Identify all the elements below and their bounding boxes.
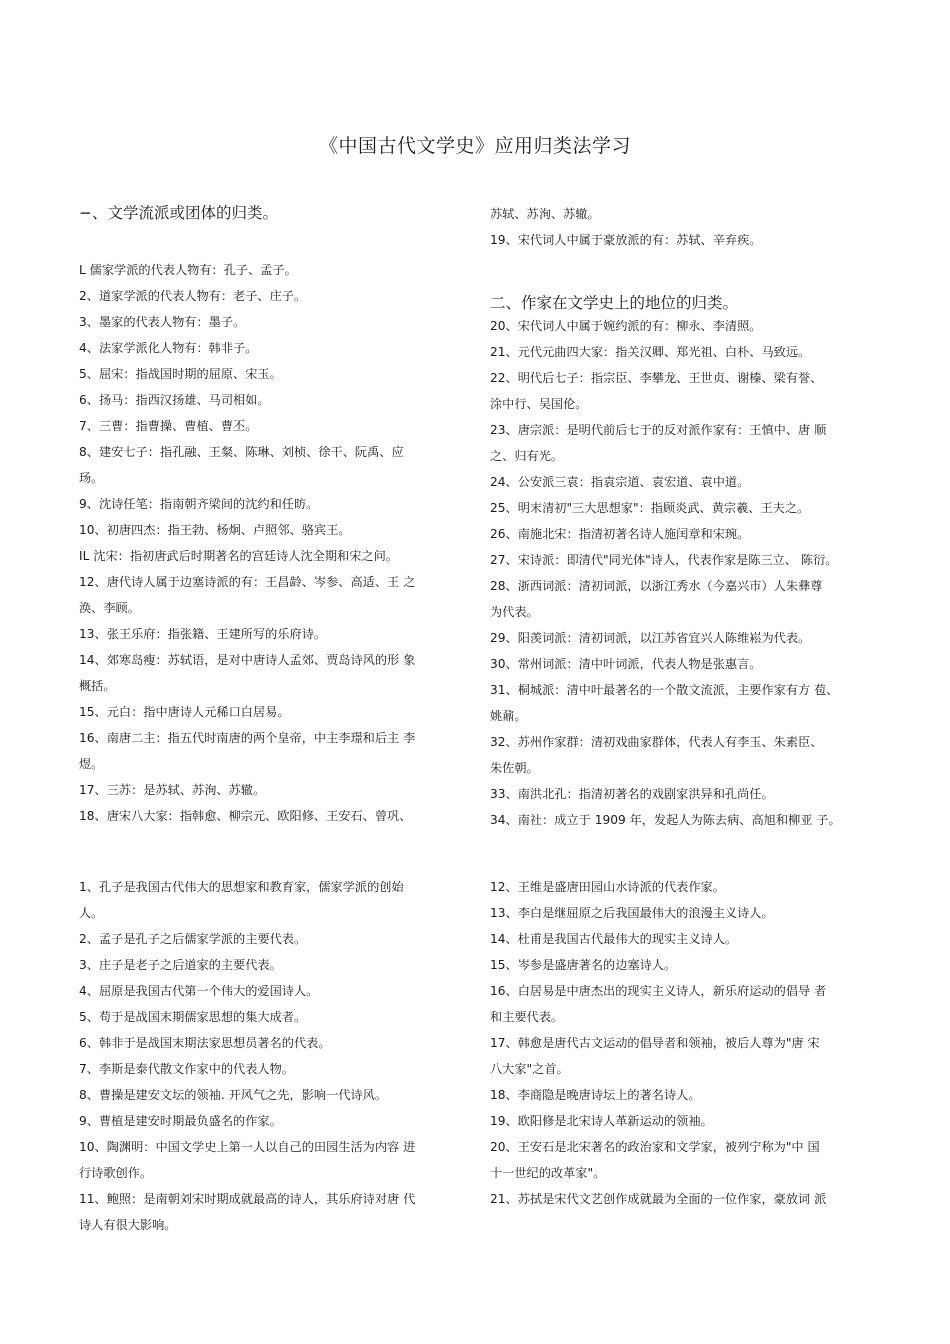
list-item: 19、宋代词人中属于豪放派的有：苏轼、辛弃疾。 (490, 233, 762, 247)
list-item: 12、唐代诗人属于边塞诗派的有：王昌龄、岑参、高适、王 之 (79, 575, 416, 589)
section-2-column (490, 313, 875, 833)
list-item: 8、曹操是建安文坛的领袖. 开风气之先，影响一代诗风。 (79, 1088, 388, 1102)
list-item: 3、庄子是老子之后道家的主要代表。 (79, 958, 282, 972)
list-item: 17、韩愈是唐代古文运动的倡导者和领袖，被后人尊为"唐 宋 (490, 1036, 820, 1050)
bottom-left-column (79, 874, 464, 1238)
list-item: 6、扬马：指西汉扬雄、马司相如。 (79, 393, 270, 407)
list-item: 和主要代表。 (490, 1010, 564, 1024)
list-item: IL 沈宋：指初唐武后时期著名的宫廷诗人沈全期和宋之问。 (79, 549, 398, 563)
list-item: 6、韩非于是战国末期法家思想员著名的代表。 (79, 1036, 331, 1050)
list-item: 13、李白是继屈原之后我国最伟大的浪漫主义诗人。 (490, 906, 774, 920)
list-item: 19、欧阳修是北宋诗人革新运动的领袖。 (490, 1114, 713, 1128)
list-item: L 儒家学派的代表人物有：孔子、孟子。 (79, 263, 297, 277)
list-item: 7、李斯是泰代散文作家中的代表人物。 (79, 1062, 294, 1076)
list-item: 12、王维是盛唐田园山水诗派的代表作家。 (490, 880, 725, 894)
list-item: 5、屈宋：指战国时期的屈原、宋玉。 (79, 367, 282, 381)
list-item: 24、公安派三袁：指袁宗道、袁宏道、袁中道。 (490, 475, 750, 489)
list-item: 2、道家学派的代表人物有：老子、庄子。 (79, 289, 307, 303)
list-item: 朱佐朝。 (490, 761, 539, 775)
list-item: 9、沈诗任笔：指南朝齐梁间的沈约和任昉。 (79, 497, 319, 511)
list-item: 22、明代后七子：指宗臣、李攀龙、王世贞、谢榛、梁有誉、 (490, 371, 823, 385)
page-title: 《中国古代文学史》应用归类法学习 (318, 135, 631, 157)
list-item: 3、墨家的代表人物有：墨子。 (79, 315, 246, 329)
list-item: 2、孟子是孔子之后儒家学派的主要代表。 (79, 932, 307, 946)
list-item: 1、孔子是我国古代伟大的思想家和教育家，儒家学派的创始 (79, 880, 404, 894)
list-item: 人。 (79, 906, 104, 920)
list-item: 34、南社：成立于 1909 年，发起人为陈去病、高旭和柳亚 子。 (490, 813, 841, 827)
section-1-right-column (490, 201, 875, 253)
list-item: 20、宋代词人中属于婉约派的有：柳永、李清照。 (490, 319, 762, 333)
list-item: 9、曹植是建安时期最负盛名的作家。 (79, 1114, 282, 1128)
list-item: 21、元代元曲四大家：指关汉卿、郑光祖、白朴、马致远。 (490, 345, 811, 359)
list-item: 16、白居易是中唐杰出的现实主义诗人，新乐府运动的倡导 者 (490, 984, 827, 998)
list-item: 17、三苏：是苏轼、苏洵、苏辙。 (79, 783, 266, 797)
list-item: 10、初唐四杰：指王勃、杨炯、卢照邻、骆宾王。 (79, 523, 351, 537)
list-item: 18、李商隐是晚唐诗坛上的著名诗人。 (490, 1088, 701, 1102)
list-item: 32、苏州作家群：清初戏曲家群体，代表人有李玉、朱素臣、 (490, 735, 823, 749)
list-item: 八大家"之首。 (490, 1062, 569, 1076)
list-item: 涂中行、吴国伦。 (490, 397, 588, 411)
list-item: 7、三曹：指曹操、曹植、曹丕。 (79, 419, 258, 433)
list-item: 25、明末清初"三大思想家"：指顾炎武、黄宗羲、王夫之。 (490, 501, 810, 515)
list-item: 20、王安石是北宋著名的政治家和文学家，被列宁称为"中 国 (490, 1140, 820, 1154)
list-item: 诗人有很大影响。 (79, 1218, 177, 1232)
list-item: 为代表。 (490, 605, 539, 619)
list-item: 27、宋诗派：即清代"同光体"诗人，代表作家是陈三立、 陈衍。 (490, 553, 838, 567)
list-item: 31、桐城派：清中叶最著名的一个散文流派，主要作家有方 苞、 (490, 683, 839, 697)
section-1-heading: −、文学流派或团体的归类。 (79, 204, 278, 222)
bottom-right-column (490, 874, 875, 1212)
list-item: 涣、李顾。 (79, 601, 140, 615)
list-item: 行诗歌创作。 (79, 1166, 153, 1180)
list-item: 29、阳羡词派：清初词派，以江苏省宜兴人陈维崧为代表。 (490, 631, 811, 645)
list-item: 21、苏拭是宋代文艺创作成就最为全面的一位作家，豪放词 派 (490, 1192, 827, 1206)
list-item: 煜。 (79, 757, 104, 771)
list-item: 玚。 (79, 471, 104, 485)
list-item: 4、法家学派化人物有：韩非子。 (79, 341, 258, 355)
list-item: 26、南施北宋：指清初著名诗人施闰章和宋琬。 (490, 527, 750, 541)
list-item: 28、浙西词派：清初词派，以浙江秀水（今嘉兴市）人朱彝尊 (490, 579, 823, 593)
list-item: 之、归有光。 (490, 449, 564, 463)
list-item: 11、鲍照：是南朝刘宋时期成就最高的诗人，其乐府诗对唐 代 (79, 1192, 416, 1206)
list-item: 23、唐宗派：是明代前后七于的反对派作家有：王慎中、唐 顺 (490, 423, 827, 437)
list-item: 14、杜甫是我国古代最伟大的现实主义诗人。 (490, 932, 738, 946)
list-item: 8、建安七子：指孔融、王粲、陈琳、刘桢、徐干、阮禹、应 (79, 445, 404, 459)
list-item: 16、南唐二主：指五代时南唐的两个皇帝，中主李璟和后主 李 (79, 731, 416, 745)
list-item: 18、唐宋八大家：指韩愈、柳宗元、欧阳修、王安石、曾巩、 (79, 809, 412, 823)
list-item: 13、张王乐府：指张籍、王建所写的乐府诗。 (79, 627, 327, 641)
list-item: 概括。 (79, 679, 116, 693)
section-2-heading: 二、作家在文学史上的地位的归类。 (490, 294, 739, 312)
list-item: 姚鼐。 (490, 709, 527, 723)
list-item: 15、岑参是盛唐著名的边塞诗人。 (490, 958, 677, 972)
list-item: 10、陶渊明：中国文学史上第一人以自己的田园生活为内容 进 (79, 1140, 416, 1154)
list-item: 苏轼、苏洵、苏辙。 (490, 207, 600, 221)
list-item: 33、南洪北孔：指清初著名的戏剧家洪异和孔尚任。 (490, 787, 774, 801)
section-1-left-column (79, 257, 464, 829)
list-item: 15、元白：指中唐诗人元稀口白居易。 (79, 705, 290, 719)
list-item: 5、苟于是战国末期儒家思想的集大成者。 (79, 1010, 307, 1024)
list-item: 30、常州词派：清中叶词派，代表人物是张惠言。 (490, 657, 762, 671)
list-item: 4、屈原是我国古代第一个伟大的爱国诗人。 (79, 984, 319, 998)
list-item: 14、郊寒岛瘦：苏轼语，是对中唐诗人孟郊、贾岛诗风的形 象 (79, 653, 416, 667)
list-item: 十一世纪的改革家"。 (490, 1166, 606, 1180)
